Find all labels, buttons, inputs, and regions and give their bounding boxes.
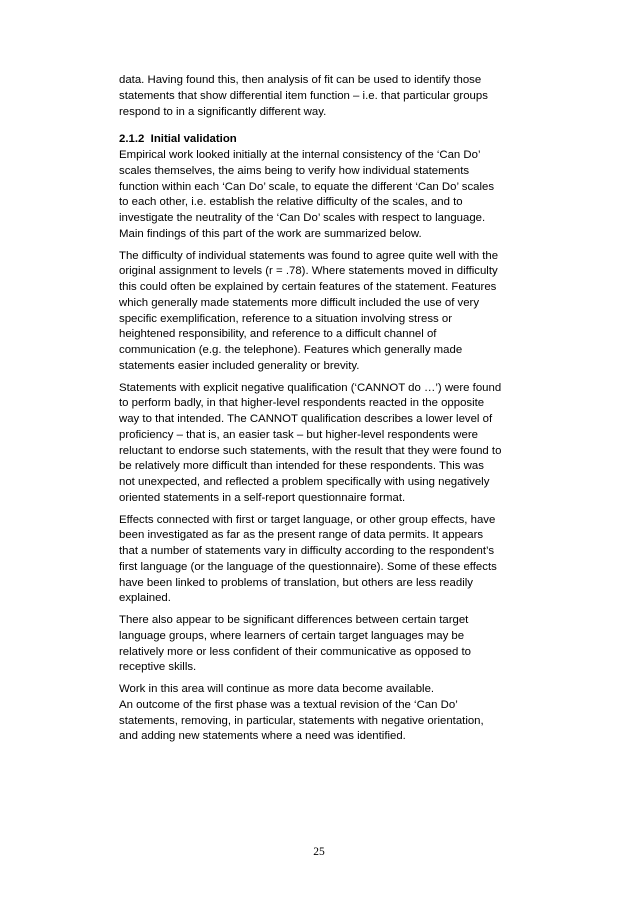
- text-line: Statements with explicit negative qualification (‘CANNOT do …’) were found: [119, 381, 502, 394]
- text-line: Empirical work looked initially at the internal consistency of the ‘Can Do’: [119, 149, 481, 161]
- paragraph-difficulty: [119, 249, 547, 375]
- text-line: which generally made statements more difficult included the use of very: [119, 296, 480, 309]
- page-number: 25: [313, 846, 325, 858]
- text-line: An outcome of the first phase was a textual revision of the ‘Can Do’: [119, 698, 458, 711]
- text-line: oriented statements in a self-report questionnaire format.: [119, 491, 406, 504]
- text-line: relatively more or less confident of their communicative as opposed to: [119, 645, 472, 658]
- text-line: communication (e.g. the telephone). Features which generally made: [119, 344, 463, 356]
- text-line: to perform badly, in that higher-level respondents reacted in the opposite: [119, 397, 485, 410]
- text-line: reluctant to endorse such statements, with the result that they were found to: [119, 444, 502, 457]
- intro-paragraph: [119, 73, 547, 120]
- text-line: Effects connected with first or target language, or other group effects, have: [119, 513, 496, 526]
- text-line: this could often be explained by certain features of the statement. Features: [119, 281, 497, 293]
- section-heading: 2.1.2 Initial validation: [119, 133, 237, 146]
- text-line: not unexpected, and reflected a problem specifically with using negatively: [119, 476, 490, 488]
- text-line: to each other, i.e. establish the relative difficulty of the scales, and to: [119, 196, 463, 209]
- text-line: There also appear to be significant differences between certain target: [119, 614, 469, 626]
- text-line: specific exemplification, reference to a situation involving stress or: [119, 312, 453, 325]
- text-line: respond to in a significantly different way.: [119, 105, 327, 118]
- section-initial-validation: [119, 132, 547, 242]
- body-text: [119, 73, 547, 751]
- text-line: way to that intended. The CANNOT qualification describes a lower level of: [119, 413, 493, 425]
- text-line: statements that show differential item function – i.e. that particular groups: [119, 89, 488, 102]
- text-line: receptive skills.: [119, 661, 197, 674]
- text-line: that a number of statements vary in difficulty according to the respondent’s: [119, 545, 495, 557]
- text-line: data. Having found this, then analysis of fit can be used to identify those: [119, 74, 482, 86]
- text-line: investigate the neutrality of the ‘Can Do’ scales with respect to language.: [119, 212, 486, 224]
- text-line: original assignment to levels (r = .78). Where statements moved in difficulty: [119, 265, 498, 278]
- paragraph-further-work: [119, 682, 547, 745]
- text-line: statements, removing, in particular, statements with negative orientation,: [119, 714, 484, 727]
- text-line: function within each ‘Can Do’ scale, to equate the different ‘Can Do’ scales: [119, 180, 495, 193]
- text-line: proficiency – that is, an easier task – but higher-level respondents were: [119, 428, 478, 441]
- text-line: The difficulty of individual statements was found to agree quite well with the: [119, 249, 499, 262]
- text-line: explained.: [119, 592, 171, 605]
- text-line: language groups, where learners of certain target languages may be: [119, 629, 465, 642]
- text-line: be relatively more difficult than intended for these respondents. This was: [119, 460, 484, 473]
- text-line: heightened responsibility, and reference to a difficult channel of: [119, 328, 437, 341]
- text-line: been investigated as far as the present range of data permits. It appears: [119, 529, 484, 542]
- text-line: Main findings of this part of the work are summarized below.: [119, 227, 422, 240]
- text-line: and adding new statements where a need was identified.: [119, 730, 406, 743]
- text-line: have been linked to problems of translation, but others are less readily: [119, 576, 473, 589]
- paragraph-target-language-groups: [119, 613, 547, 676]
- text-line: Work in this area will continue as more data become available.: [119, 683, 435, 695]
- text-line: statements easier included generality or brevity.: [119, 359, 360, 372]
- text-line: scales themselves, the aims being to verify how individual statements: [119, 164, 470, 177]
- paragraph-language-effects: [119, 513, 547, 608]
- paragraph-negative-qualification: [119, 381, 547, 507]
- text-line: first language (or the language of the questionnaire). Some of these effects: [119, 560, 497, 573]
